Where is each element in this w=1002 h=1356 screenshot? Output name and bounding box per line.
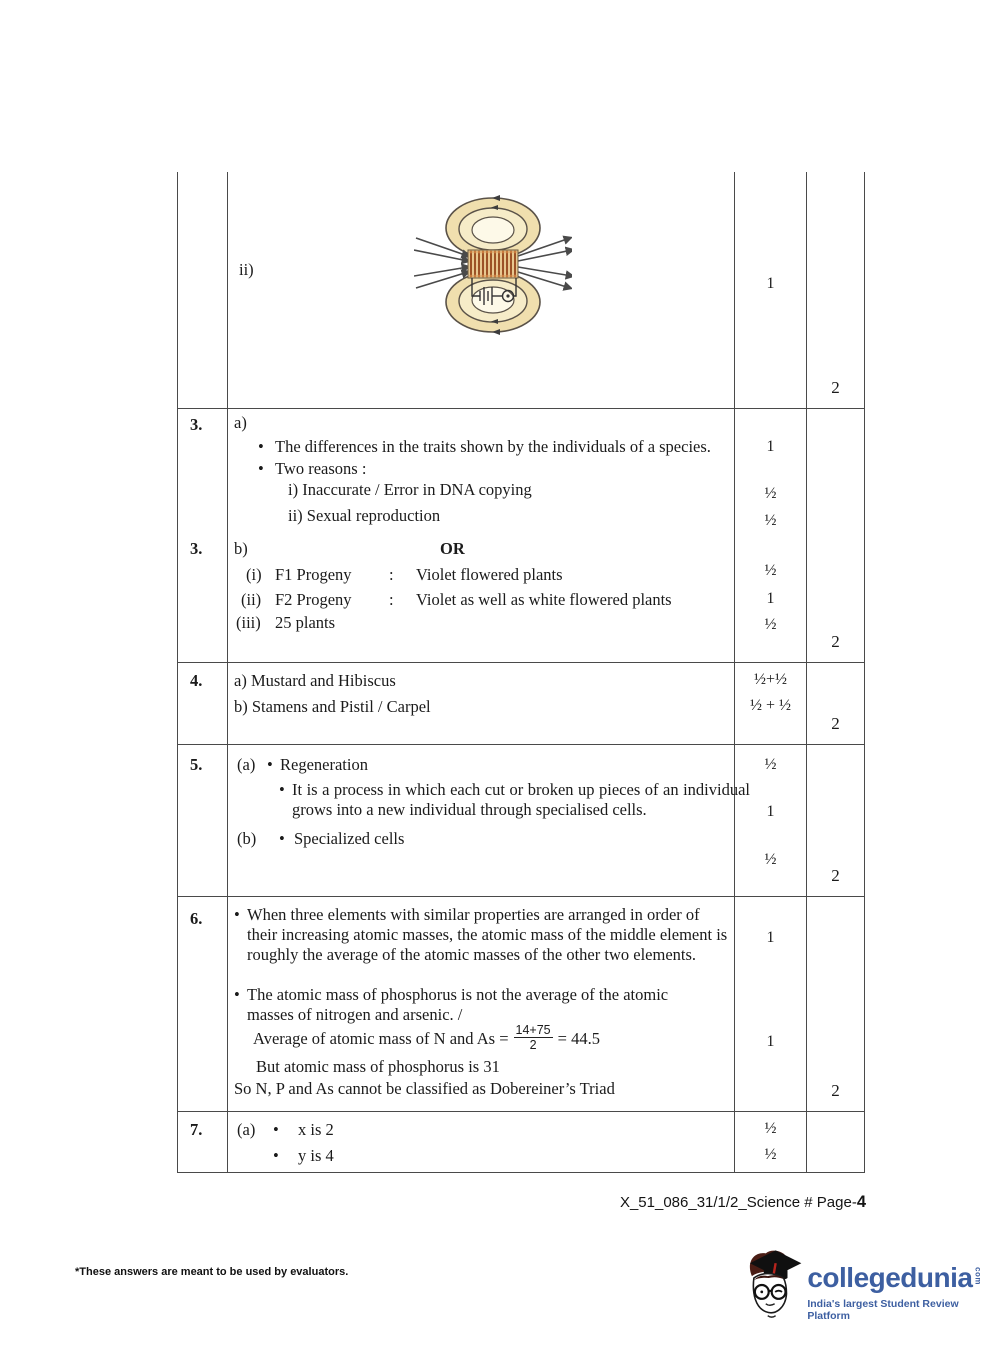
answer-line: x is 2 — [298, 1120, 334, 1139]
item-value: Violet flowered plants — [416, 565, 563, 584]
fraction — [514, 1023, 553, 1053]
formula-prefix: Average of atomic mass of N and As = — [253, 1028, 509, 1048]
row-total: 2 — [831, 866, 840, 885]
question-number: 7. — [190, 1120, 203, 1139]
bullet-icon — [258, 437, 264, 457]
bullet-icon — [279, 780, 285, 800]
collegedunia-logo — [742, 1246, 1002, 1322]
qno-cell — [178, 172, 228, 408]
answer-cell — [228, 663, 735, 744]
bullet-icon — [234, 985, 240, 1005]
row-total: 2 — [831, 632, 840, 651]
question-number: 6. — [190, 909, 203, 928]
total-cell — [807, 745, 864, 896]
bullet-icon — [267, 755, 273, 775]
answer-paragraph: The atomic mass of phosphorus is not the average of the atomic masses of nitrogen and arsenic. / — [247, 985, 669, 1024]
question-number: 5. — [190, 755, 203, 774]
evaluator-note: *These answers are meant to be used by evaluators. — [75, 1266, 349, 1278]
marks-cell — [735, 172, 807, 408]
answer-line: Two reasons : — [275, 459, 367, 478]
answer-line: But atomic mass of phosphorus is 31 — [256, 1057, 500, 1076]
table-row-q7 — [178, 1112, 864, 1173]
answer-line: i) Inaccurate / Error in DNA copying — [288, 480, 532, 499]
answer-paragraph: When three elements with similar properties are arranged in order of their increasing atomic masses, the atomic mass of the middle element is roughly the average of the atomic masses of the other two elements. — [247, 905, 728, 964]
mark-value: 1 — [766, 590, 775, 607]
mark-value: ½+½ — [753, 671, 788, 688]
paper-code: X_51_086_31/1/2_Science # Page- — [619, 1194, 857, 1211]
formula-result: = 44.5 — [557, 1028, 600, 1048]
part-label: (b) — [237, 829, 257, 848]
fraction-denominator: 2 — [529, 1038, 537, 1053]
solenoid-field-diagram — [414, 192, 572, 340]
table-row-q6 — [178, 897, 864, 1112]
bullet-icon — [279, 829, 285, 849]
total-cell — [807, 663, 864, 744]
part-label: a) — [234, 413, 247, 432]
item-number: (i) — [246, 565, 262, 584]
answer-line: ii) Sexual reproduction — [288, 506, 441, 525]
row-total: 2 — [831, 378, 840, 397]
item-colon: : — [389, 590, 394, 609]
table-row-q5 — [178, 745, 864, 897]
table-row-figure — [178, 172, 864, 409]
question-number: 3. — [190, 539, 203, 558]
mark-value: ½ + ½ — [749, 697, 792, 714]
mark-value: ½ — [764, 756, 777, 773]
answer-cell — [228, 409, 735, 662]
brand-tagline: India's largest Student Review Platform — [807, 1298, 959, 1322]
item-value: Violet as well as white flowered plants — [416, 590, 672, 609]
answer-paragraph: It is a process in which each cut or broken up pieces of an individual grows into a new individual through specialised cells. — [292, 780, 750, 819]
average-formula — [253, 1024, 600, 1054]
table-row-q4 — [178, 663, 864, 745]
bullet-icon — [234, 905, 240, 925]
qno-cell — [178, 897, 228, 1111]
mark-value: 1 — [766, 929, 775, 946]
mark-value: ½ — [764, 1120, 777, 1137]
mark-value: ½ — [764, 1146, 777, 1163]
part-label: (a) — [237, 1120, 256, 1139]
mark-value: 1 — [766, 438, 775, 455]
or-separator: OR — [440, 539, 465, 558]
mascot-icon — [742, 1246, 803, 1320]
fraction-numerator: 14+75 — [515, 1023, 551, 1037]
marks-cell — [735, 745, 807, 896]
answer-table — [177, 172, 865, 1173]
question-number: 4. — [190, 671, 203, 690]
mark-value: ½ — [764, 616, 777, 633]
total-cell — [807, 409, 864, 662]
answer-line: y is 4 — [298, 1146, 334, 1165]
mark-value: ½ — [764, 562, 777, 579]
answer-cell — [228, 1112, 735, 1172]
item-number: (ii) — [241, 590, 262, 609]
brand-suffix: com — [973, 1267, 983, 1285]
question-number: 3. — [190, 415, 203, 434]
marks-cell — [735, 1112, 807, 1172]
answer-line: Specialized cells — [294, 829, 405, 848]
answer-line: b) Stamens and Pistil / Carpel — [234, 697, 431, 716]
item-key: F1 Progeny — [275, 565, 352, 584]
total-cell — [807, 1112, 864, 1172]
mark-value: ½ — [764, 512, 777, 529]
mark-value: 1 — [766, 1033, 775, 1050]
answer-line: The differences in the traits shown by the individuals of a species. — [275, 437, 711, 456]
marks-cell — [735, 663, 807, 744]
mark-value: 1 — [766, 803, 775, 820]
item-colon: : — [389, 565, 394, 584]
total-cell — [807, 172, 864, 408]
qno-cell — [178, 409, 228, 662]
answer-line: So N, P and As cannot be classified as Dobereiner’s Triad — [234, 1079, 615, 1098]
answer-cell — [228, 172, 735, 408]
qno-cell — [178, 1112, 228, 1172]
bullet-icon — [273, 1146, 279, 1166]
answer-cell — [228, 897, 735, 1111]
mark-value: ½ — [764, 485, 777, 502]
page-number: 4 — [856, 1193, 866, 1211]
item-key: F2 Progeny — [275, 590, 352, 609]
answer-line: a) Mustard and Hibiscus — [234, 671, 396, 690]
brand-name: collegedunia — [807, 1262, 973, 1293]
answer-cell — [228, 745, 750, 896]
part-label: (a) — [237, 755, 256, 774]
bullet-icon — [258, 459, 264, 479]
row-total: 2 — [831, 1081, 840, 1100]
qno-cell — [178, 745, 228, 896]
qno-cell — [178, 663, 228, 744]
page-reference — [620, 1193, 866, 1212]
row-total: 2 — [831, 714, 840, 733]
table-row-q3 — [178, 409, 864, 663]
mark-value: 1 — [766, 275, 775, 292]
item-number: (iii) — [236, 613, 261, 632]
bullet-icon — [273, 1120, 279, 1140]
marks-cell — [735, 897, 807, 1111]
item-key: 25 plants — [275, 613, 336, 632]
part-label: b) — [234, 539, 248, 558]
mark-value: ½ — [764, 851, 777, 868]
figure-label: ii) — [239, 260, 254, 279]
marks-cell — [735, 409, 807, 662]
answer-line: Regeneration — [280, 755, 368, 774]
total-cell — [807, 897, 864, 1111]
